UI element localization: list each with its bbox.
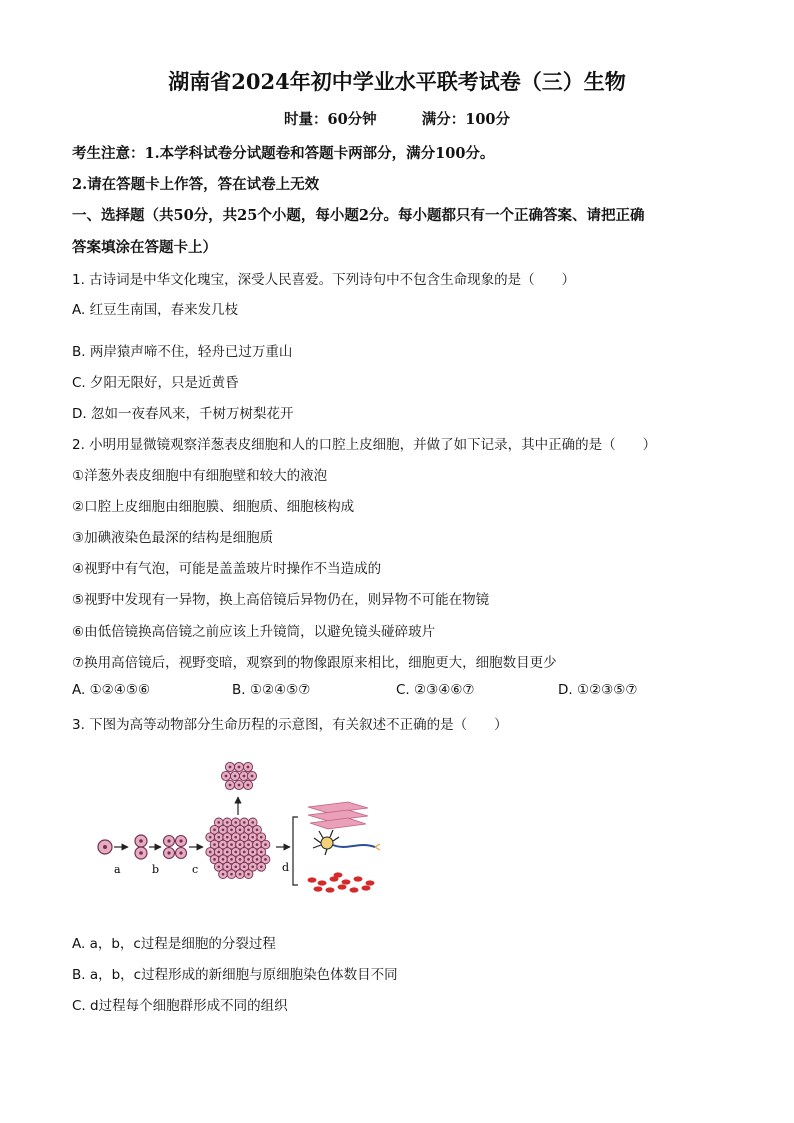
- notice-line-1: 考生注意：1.本学科试卷分试题卷和答题卡两部分，满分100分。: [72, 145, 495, 162]
- cell-nucleus: [213, 843, 216, 846]
- cell-nucleus: [217, 865, 220, 868]
- red-blood-cell: [318, 880, 327, 885]
- red-blood-cell: [362, 885, 371, 890]
- cell-nucleus: [217, 836, 220, 839]
- cell-nucleus: [260, 836, 263, 839]
- cell-nucleus: [229, 766, 232, 769]
- cell-nucleus: [251, 851, 254, 854]
- two-cells: [135, 835, 147, 859]
- cell-nucleus: [251, 821, 254, 824]
- q1-option-d: D. 忽如一夜春风来，千树万树梨花开: [72, 406, 294, 422]
- q1-option-b: B. 两岸猿声啼不住，轻舟已过万重山: [72, 344, 293, 360]
- q2-item-4: ④视野中有气泡，可能是盖盖玻片时操作不当造成的: [72, 561, 382, 577]
- cell-nucleus: [243, 821, 246, 824]
- cell-nucleus: [264, 858, 267, 861]
- red-blood-cell: [366, 880, 375, 885]
- cell-nucleus: [256, 828, 259, 831]
- q1-option-a: A. 红豆生南国，春来发几枝: [72, 302, 239, 318]
- q3-option-c: C. d过程每个细胞群形成不同的组织: [72, 998, 288, 1014]
- cell-nucleus: [209, 851, 212, 854]
- q3-option-b: B. a，b，c过程形成的新细胞与原细胞染色体数目不同: [72, 967, 398, 983]
- red-blood-cell: [354, 876, 363, 881]
- cell-nucleus: [222, 858, 225, 861]
- cell-nucleus: [243, 851, 246, 854]
- section-heading-line-1: 一、选择题（共50分，共25个小题，每小题2分。每小题都只有一个正确答案、请把正确: [72, 207, 645, 224]
- cell-nucleus: [247, 858, 250, 861]
- q3-stem: 3. 下图为高等动物部分生命历程的示意图，有关叙述不正确的是（ ）: [72, 717, 508, 733]
- q3-option-a: A. a，b，c过程是细胞的分裂过程: [72, 936, 276, 952]
- cell-nucleus: [230, 828, 233, 831]
- label-d: d: [282, 861, 290, 874]
- cell-nucleus: [256, 843, 259, 846]
- cell-nucleus: [226, 851, 229, 854]
- single-cell: [98, 840, 112, 854]
- cell-nucleus: [226, 821, 229, 824]
- cell-nucleus: [256, 858, 259, 861]
- red-blood-cell: [308, 877, 317, 882]
- cell-nucleus: [238, 766, 241, 769]
- q2-option-b: B. ①②④⑤⑦: [232, 682, 311, 698]
- cell-nucleus: [234, 851, 237, 854]
- red-blood-cell: [342, 879, 351, 884]
- cell-nucleus: [234, 821, 237, 824]
- section-heading-line-2: 答案填涂在答题卡上）: [72, 239, 217, 256]
- cell-nucleus: [238, 784, 241, 787]
- cell-nucleus: [247, 784, 250, 787]
- cell-nucleus: [239, 843, 242, 846]
- cell-nucleus: [217, 851, 220, 854]
- cell-nucleus: [243, 775, 246, 778]
- red-blood-cell: [314, 886, 323, 891]
- cell-nucleus: [234, 836, 237, 839]
- cell-nucleus: [264, 843, 267, 846]
- q2-item-2: ②口腔上皮细胞由细胞膜、细胞质、细胞核构成: [72, 499, 355, 515]
- cell-nucleus: [226, 836, 229, 839]
- four-cells: [164, 836, 187, 859]
- cell-division-diagram: [90, 755, 390, 905]
- q2-option-c: C. ②③④⑥⑦: [396, 682, 475, 698]
- q2-stem: 2. 小明用显微镜观察洋葱表皮细胞和人的口腔上皮细胞，并做了如下记录，其中正确的是（ ）: [72, 437, 657, 453]
- cell-nucleus: [247, 828, 250, 831]
- q2-option-a: A. ①②④⑤⑥: [72, 682, 151, 698]
- cell-nucleus: [222, 873, 225, 876]
- cell-nucleus: [239, 873, 242, 876]
- exam-time: 时量：60分钟: [283, 111, 377, 128]
- cell-nucleus: [243, 836, 246, 839]
- cell-nucleus: [234, 865, 237, 868]
- q2-item-6: ⑥由低倍镜换高倍镜之前应该上升镜筒，以避免镜头碰碎玻片: [72, 624, 436, 640]
- cell-nucleus: [260, 851, 263, 854]
- cell-group-top: [221, 762, 256, 789]
- cell-nucleus: [226, 865, 229, 868]
- cell-mass: [206, 818, 270, 879]
- cell-nucleus: [222, 843, 225, 846]
- red-blood-cell: [334, 872, 343, 877]
- q2-item-5: ⑤视野中发现有一异物，换上高倍镜后异物仍在，则异物不可能在物镜: [72, 592, 490, 608]
- label-b: b: [152, 863, 160, 876]
- q1-stem: 1. 古诗词是中华文化瑰宝，深受人民喜爱。下列诗句中不包含生命现象的是（ ）: [72, 272, 576, 288]
- cell-nucleus: [243, 865, 246, 868]
- cell-nucleus: [213, 858, 216, 861]
- q2-option-d: D. ①②③⑤⑦: [558, 682, 638, 698]
- cell-nucleus: [230, 843, 233, 846]
- nerve-cell: [313, 830, 380, 855]
- cell-nucleus: [247, 766, 250, 769]
- exam-score: 满分：100分: [421, 111, 511, 128]
- cell-nucleus: [230, 858, 233, 861]
- cell-nucleus: [251, 836, 254, 839]
- cell-nucleus: [229, 784, 232, 787]
- cell-nucleus: [217, 821, 220, 824]
- page-title: 湖南省2024年初中学业水平联考试卷（三）生物: [168, 69, 626, 94]
- bracket: [293, 817, 298, 885]
- red-blood-cell: [350, 887, 359, 892]
- red-blood-cell: [338, 884, 347, 889]
- cell-nucleus: [247, 843, 250, 846]
- q1-option-c: C. 夕阳无限好，只是近黄昏: [72, 375, 239, 391]
- q2-item-3: ③加碘液染色最深的结构是细胞质: [72, 530, 274, 546]
- cell-nucleus: [230, 873, 233, 876]
- q2-item-7: ⑦换用高倍镜后，视野变暗，观察到的物像跟原来相比，细胞更大，细胞数目更少: [72, 655, 557, 671]
- epithelial-tissue: [308, 802, 368, 829]
- cell-nucleus: [247, 873, 250, 876]
- label-a: a: [114, 863, 121, 876]
- cell-nucleus: [234, 775, 237, 778]
- cell-nucleus: [251, 775, 254, 778]
- red-blood-cell: [326, 887, 335, 892]
- cell-nucleus: [209, 836, 212, 839]
- notice-line-2: 2.请在答题卡上作答，答在试卷上无效: [72, 176, 320, 193]
- cell-nucleus: [213, 828, 216, 831]
- cell-nucleus: [222, 828, 225, 831]
- exam-info: [0, 108, 794, 129]
- cell-nucleus: [251, 865, 254, 868]
- q2-options: [72, 682, 732, 702]
- cell-nucleus: [260, 865, 263, 868]
- q2-item-1: ①洋葱外表皮细胞中有细胞壁和较大的液泡: [72, 468, 328, 484]
- cell-nucleus: [225, 775, 228, 778]
- label-c: c: [192, 863, 199, 876]
- cell-nucleus: [239, 858, 242, 861]
- blood-cells: [308, 872, 375, 892]
- cell-nucleus: [239, 828, 242, 831]
